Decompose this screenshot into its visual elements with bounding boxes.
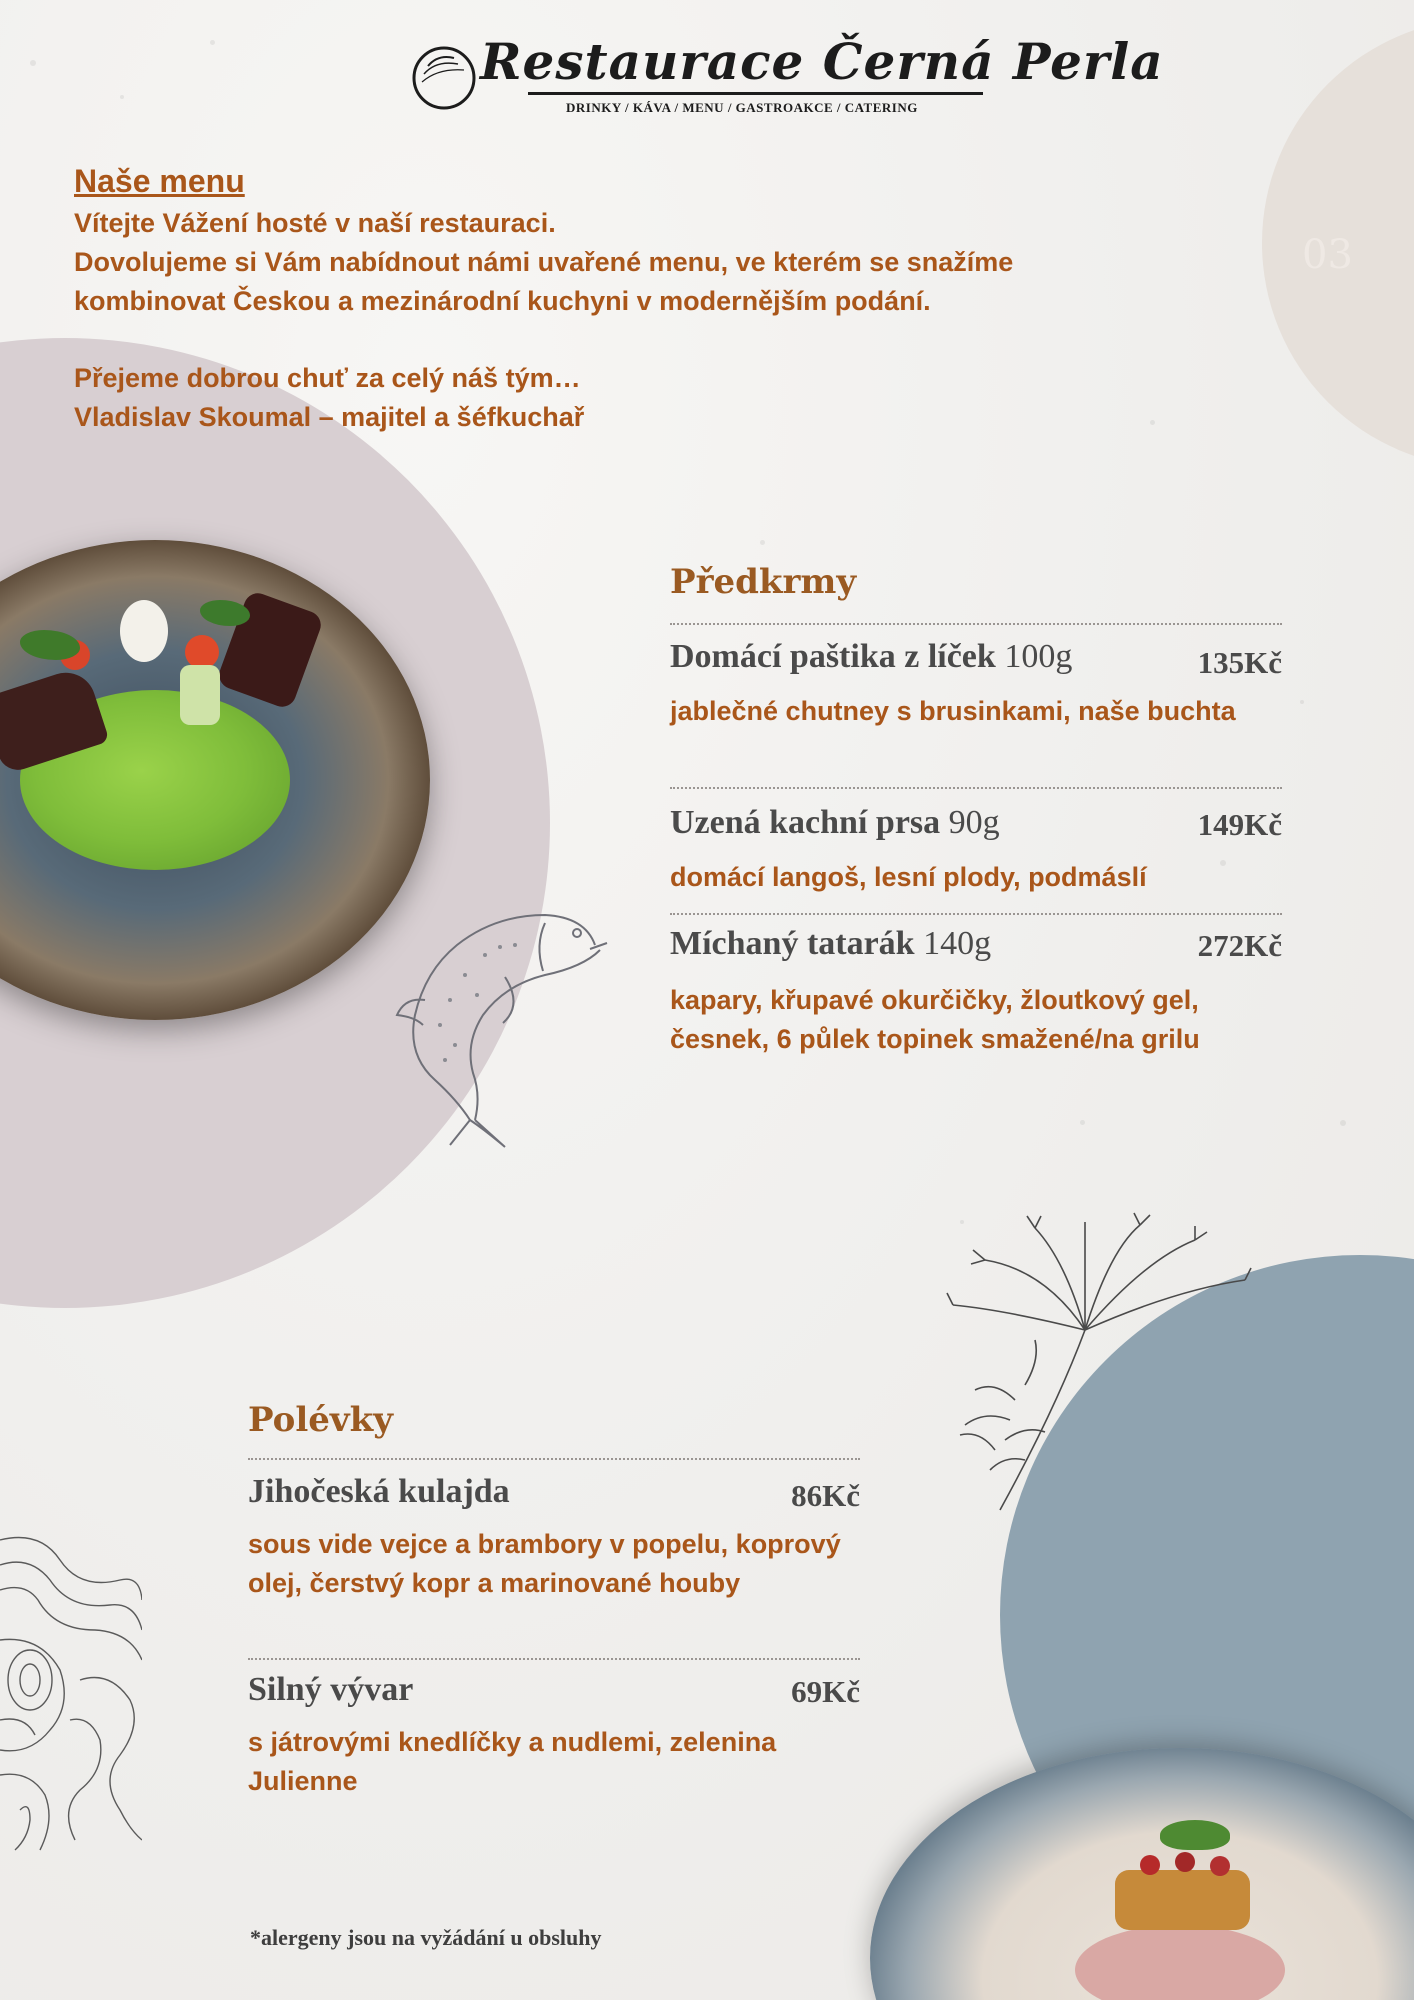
garnish-sprouts [1160,1820,1230,1850]
section-title-predkrmy: Předkrmy [670,562,857,602]
garnish-tomato [185,635,219,669]
menu-item-price: 69Kč [791,1674,860,1709]
menu-item-price: 149Kč [1197,807,1282,842]
garnish-berry [1140,1855,1160,1875]
tagline: DRINKY / KÁVA / MENU / GASTROAKCE / CATERING [566,100,918,115]
menu-item-desc: kapary, křupavé okurčičky, žloutkový gel, česnek, 6 půlek topinek smažené/na grilu [670,985,1200,1054]
item-name-text: Domácí paštika z líček [670,638,996,675]
trout-illustration [395,905,625,1150]
item-name-text: Míchaný tatarák [670,925,915,962]
divider [670,623,1282,625]
menu-item-name [248,1671,413,1709]
divider [248,1458,860,1460]
pearl-logo-icon [408,40,480,112]
dill-illustration [945,1210,1260,1515]
page-number: 03 [1302,232,1353,278]
menu-item-name [670,638,1072,676]
divider [670,913,1282,915]
intro-block [74,158,1214,437]
garnish-cucumber [180,665,220,725]
restaurant-name: Restaurace Černá Perla [480,32,1164,91]
item-weight: 100g [1004,638,1073,675]
allergen-note: *alergeny jsou na vyžádání u obsluhy [250,1925,602,1950]
menu-item-price: 135Kč [1197,645,1282,680]
menu-item-desc: jablečné chutney s brusinkami, naše buchta [670,696,1236,726]
menu-item-price: 86Kč [791,1478,860,1513]
divider [670,787,1282,789]
menu-item-desc: s játrovými knedlíčky a nudlemi, zelenina Julienne [248,1727,777,1796]
brand-underline [528,92,983,95]
croquette [1115,1870,1250,1930]
item-weight: 90g [948,804,1000,841]
divider [248,1658,860,1660]
intro-signature: Vladislav Skoumal – majitel a šéfkuchař [74,402,585,432]
menu-item-name [670,804,1000,842]
menu-item-price: 272Kč [1197,928,1282,963]
menu-item-name [670,925,991,963]
garnish-cream [120,600,168,662]
menu-item-desc: domácí langoš, lesní plody, podmáslí [670,862,1147,892]
intro-line: kombinovat Českou a mezinárodní kuchyni v modernějším podání. [74,286,931,316]
section-title-polevky: Polévky [248,1400,393,1440]
item-name-text: Uzená kachní prsa [670,804,941,841]
intro-title: Naše menu [74,163,245,199]
item-name-text: Silný vývar [248,1671,414,1708]
menu-item-name [248,1473,510,1511]
garnish-berry [1210,1856,1230,1876]
garnish-berry [1175,1852,1195,1872]
intro-welcome: Vítejte Vážení hosté v naší restauraci. [74,208,556,238]
item-weight: 140g [923,925,992,962]
menu-item-desc: sous vide vejce a brambory v popelu, koprový olej, čerstvý kopr a marinované houby [248,1529,841,1598]
intro-line: Dovolujeme si Vám nabídnout námi uvařené menu, ve kterém se snažíme [74,247,1014,277]
item-name-text: Jihočeská kulajda [248,1473,510,1510]
topographic-lines-decoration [0,1520,142,1855]
intro-wish: Přejeme dobrou chuť za celý náš tým… [74,363,581,393]
